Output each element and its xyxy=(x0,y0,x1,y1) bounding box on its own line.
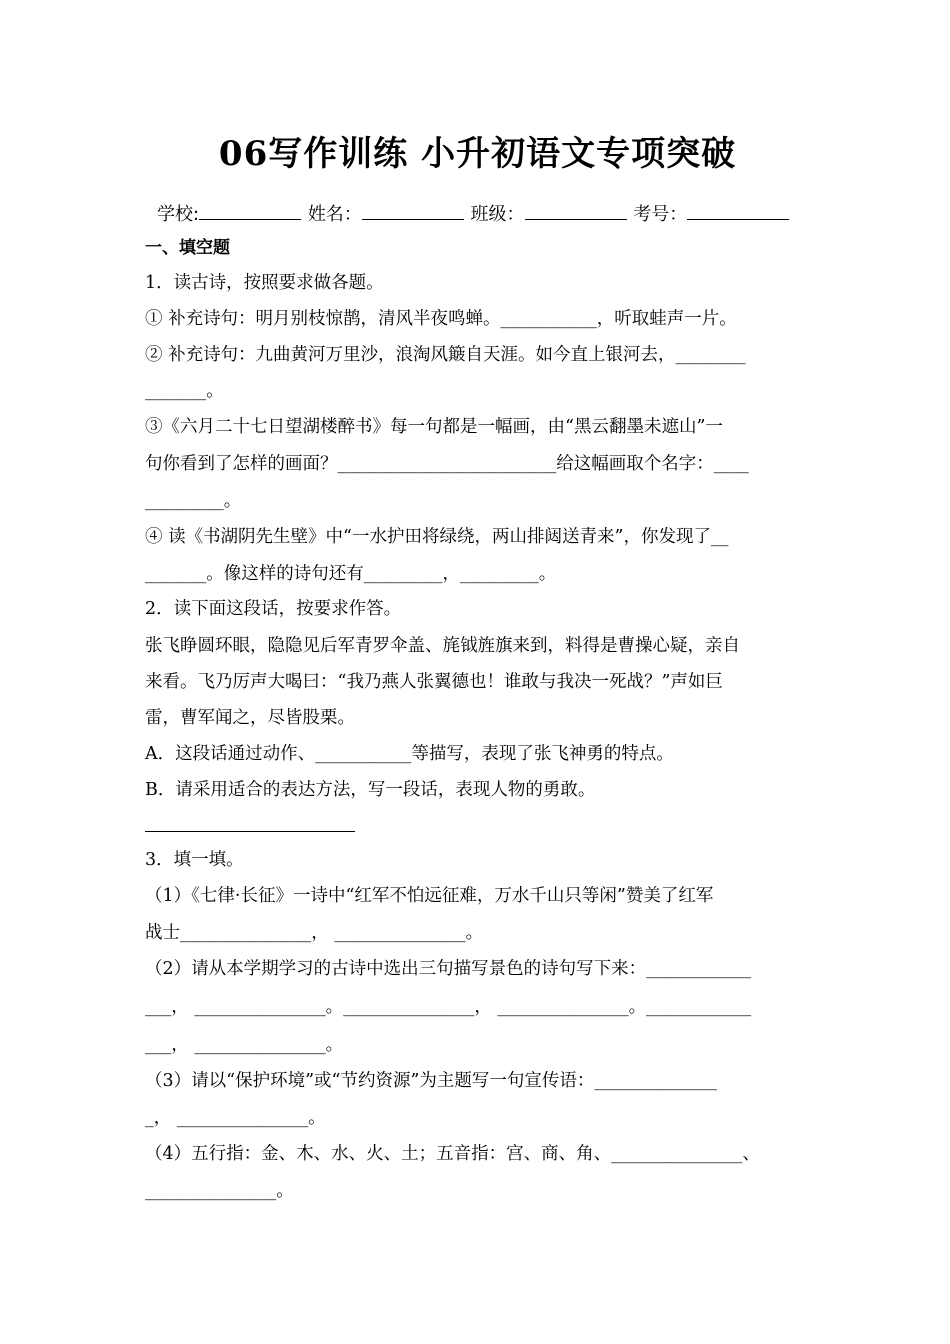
question-3-part-3-cont: _， _______________。 xyxy=(145,1108,326,1128)
school-label: 学校: xyxy=(157,204,200,225)
question-2-part-b: B．请采用适合的表达方法，写一段话，表现人物的勇敢。 xyxy=(145,780,596,800)
question-3-part-3: （3）请以“保护环境”或“节约资源”为主题写一句宣传语：______________ xyxy=(145,1071,717,1091)
section-heading: 一、填空题 xyxy=(145,238,230,258)
page-title: 06写作训练 小升初语文专项突破 xyxy=(218,134,737,174)
question-3-part-2: （2）请从本学期学习的古诗中选出三句描写景色的诗句写下来：____________ xyxy=(145,959,752,979)
question-3-part-4: （4）五行指：金、木、水、火、土；五音指：宫、商、角、_______________、 xyxy=(145,1144,760,1164)
question-1-part-3-end: _________。 xyxy=(145,491,242,511)
question-2-prompt: 2．读下面这段话，按要求作答。 xyxy=(145,599,402,619)
question-2-answer-line[interactable] xyxy=(145,831,355,832)
question-3-part-2-end: ___， _______________。 xyxy=(145,1035,344,1055)
student-info-row xyxy=(157,200,790,226)
exam-no-label: 考号： xyxy=(633,204,688,225)
question-1-part-3-cont: 句你看到了怎样的画面？_________________________给这幅画取个名字：____ xyxy=(145,454,749,474)
question-3-prompt: 3．填一填。 xyxy=(145,850,244,870)
question-1-prompt: 1．读古诗，按照要求做各题。 xyxy=(145,273,384,293)
question-1-part-2-cont: _______。 xyxy=(145,381,224,401)
question-3-part-1-cont: 战士_______________， _______________。 xyxy=(145,923,484,943)
class-label: 班级： xyxy=(470,204,525,225)
question-1-part-2: ② 补充诗句：九曲黄河万里沙，浪淘风簸自天涯。如今直上银河去，________ xyxy=(145,345,746,365)
class-blank[interactable] xyxy=(525,201,627,220)
name-blank[interactable] xyxy=(362,201,464,220)
question-3-part-4-cont: _______________。 xyxy=(145,1181,294,1201)
question-1-part-3: ③《六月二十七日望湖楼醉书》每一句都是一幅画，由“黑云翻墨未遮山”一 xyxy=(145,417,723,437)
question-2-passage-line-1: 张飞睁圆环眼，隐隐见后军青罗伞盖、旄钺旌旗来到，料得是曹操心疑，亲自 xyxy=(145,636,740,656)
question-3-part-1: （1）《七律·长征》一诗中“红军不怕远征难，万水千山只等闲”赞美了红军 xyxy=(145,886,714,906)
question-2-part-a: A．这段话通过动作、___________等描写，表现了张飞神勇的特点。 xyxy=(145,744,674,764)
question-1-part-1: ① 补充诗句：明月别枝惊鹊，清风半夜鸣蝉。___________，听取蛙声一片。 xyxy=(145,309,737,329)
name-label: 姓名： xyxy=(307,204,362,225)
school-blank[interactable] xyxy=(199,201,301,220)
question-2-passage-line-3: 雷，曹军闻之，尽皆股栗。 xyxy=(145,708,355,728)
question-1-part-4: ④ 读《书湖阴先生壁》中“一水护田将绿绕，两山排闼送青来”，你发现了__ xyxy=(145,527,729,547)
question-1-part-4-cont: _______。像这样的诗句还有_________，_________。 xyxy=(145,564,557,584)
exam-no-blank[interactable] xyxy=(687,201,789,220)
question-2-passage-line-2: 来看。飞乃厉声大喝曰：“我乃燕人张翼德也！谁敢与我决一死战？”声如巨 xyxy=(145,672,723,692)
question-3-part-2-cont: ___， _______________。_______________， _______________。____________ xyxy=(145,997,752,1017)
